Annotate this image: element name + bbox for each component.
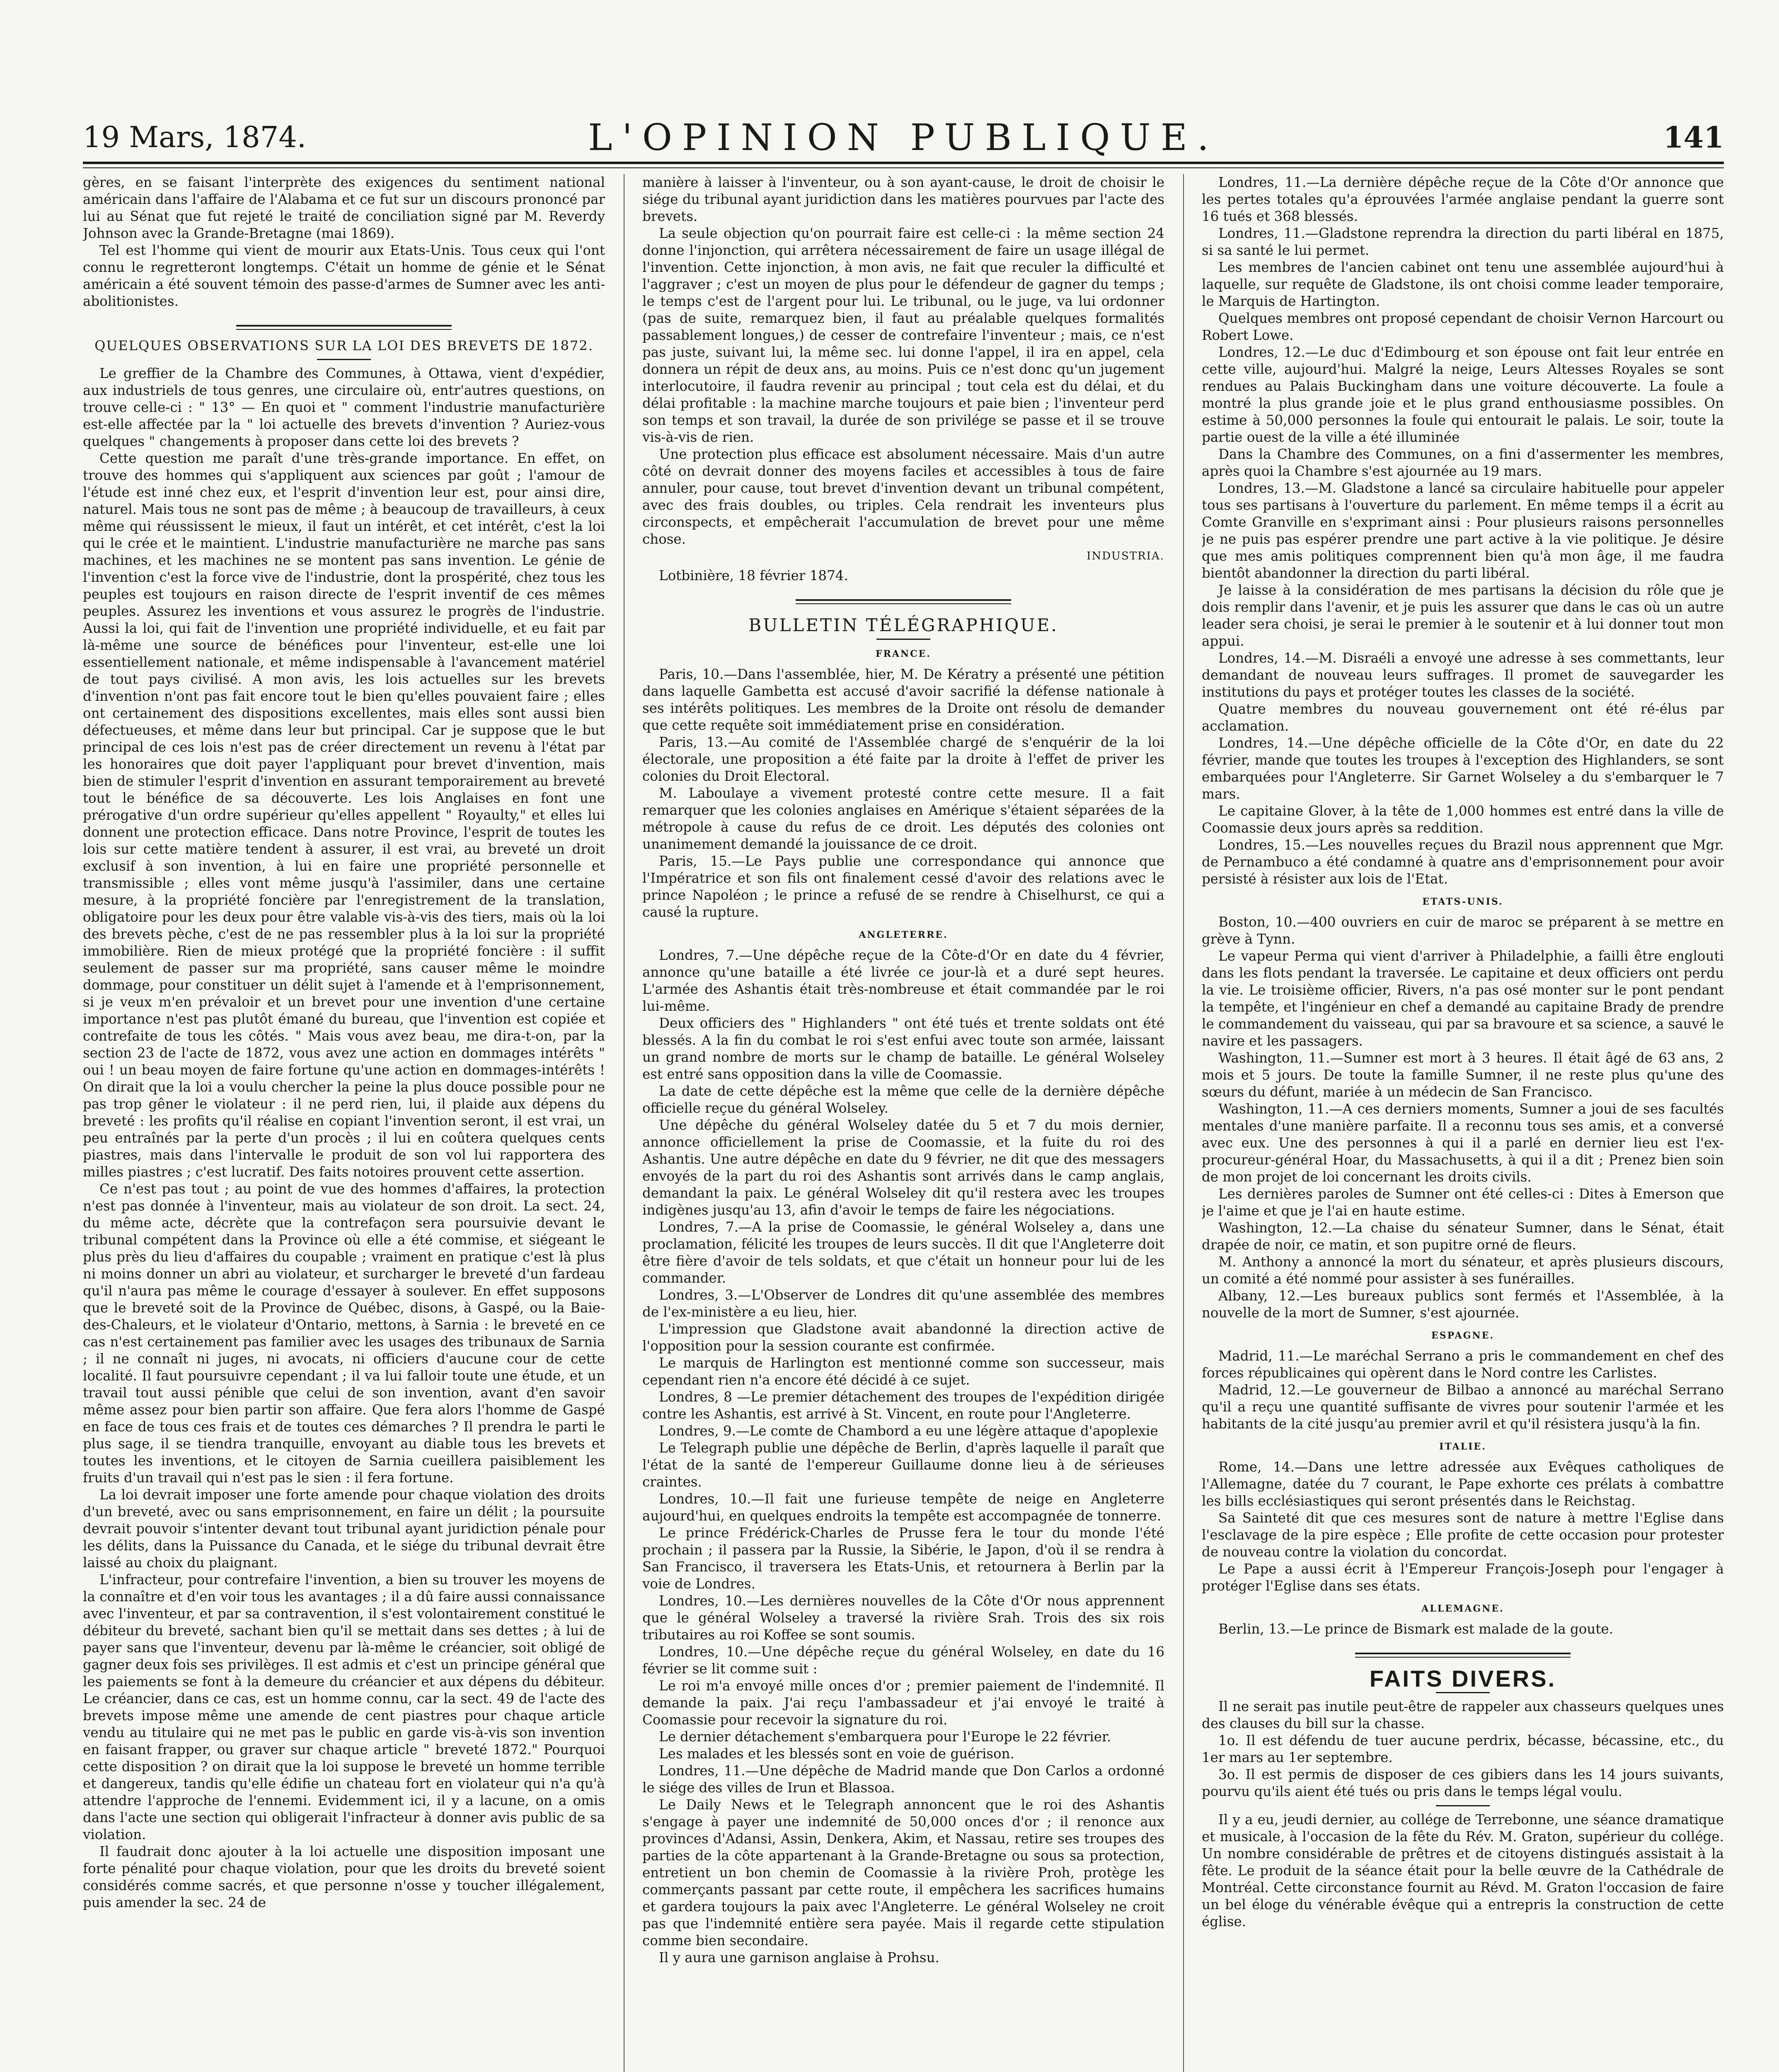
news-item: La date de cette dépêche est la même que celle de la dernière dépêche officielle reçue du général Wolseley. bbox=[642, 1083, 1164, 1116]
country-heading: ALLEMAGNE. bbox=[1421, 1603, 1504, 1614]
title-rule bbox=[317, 359, 371, 360]
news-item: Londres, 7.—Une dépêche reçue de la Côte-d'Or en date du 4 février, annonce qu'une bataille a été livrée ce jour-là et a duré sept heures. L'armée des Ashantis était très-nombreuse et était commandée par le roi lui-même. bbox=[642, 947, 1164, 1014]
paragraph: La seule objection qu'on pourrait faire est celle-ci : la même section 24 donne l'injonction, qui arrêtera nécessairement de faire un usage illégal de l'invention. Cette injonction, à mon avis, ne fait que reculer la difficulté et l'aggraver ; c'est un moyen de plus pour le défendeur de gagner du temps ; le temps c'est de l'argent pour lui. Le tribunal, ou le juge, va lui ordonner (pas de suite, remarquez bien, il faut au préalable quelques formalités passablement longues,) de cesser de contrefaire l'inventeur ; mais, ce n'est pas juste, suivant lui, la même sec. lui donne l'appel, il ira en appel, cela donnera un répit de deux ans, au moins. Puis ce n'est donc qu'un jugement interlocutoire, il faudra revenir au principal ; tout cela est du délai, et du délai profitable : la machine marche toujours et paie bien ; l'inventeur perd son temps et son travail, la durée de son privilége se passe et il se trouve vis-à-vis de rien. bbox=[642, 225, 1164, 445]
paragraph: Ce n'est pas tout ; au point de vue des hommes d'affaires, la protection n'est pas donnée à l'inventeur, mais au violateur de son droit. La sect. 24, du même acte, décrète que la contrefaçon sera poursuivie devant le tribunal compétent dans la Province où elle a été commise, et siégeant le plus près du lieu d'affaires du coupable ; vraiment en pratique c'est là plus ni moins donner un abri au violateur, et surcharger le breveté d'un fardeau qu'il n'aura pas même le courage d'essayer à soulever. En effet supposons que le breveté soit de la Province de Québec, disons, à Gaspé, ou la Baie-des-Chaleurs, et le violateur d'Ontario, mettons, à Sarnia : le breveté en ce cas n'est certainement pas familier avec les usages des tribunaux de Sarnia ; il ne connaît ni juges, ni avocats, ni officiers d'aucune cour de cette localité. Il faut poursuivre cependant ; il va lui falloir toute une étude, et un travail tout aussi pénible que celui de son invention, avant d'en savoir même assez pour bien partir son affaire. Que fera alors l'homme de Gaspé en face de tous ces frais et de toutes ces démarches ? Il prendra le parti le plus sage, il se tiendra tranquille, envoyant au diable tous les brevets et toutes les inventions, et le citoyen de Sarnia cueillera paisiblement les fruits d'un travail qui n'est pas le sien : il fera fortune. bbox=[83, 1181, 605, 1486]
news-item: Londres, 11.—La dernière dépêche reçue de la Côte d'Or annonce que les pertes totales qu'a éprouvées l'armée anglaise pendant la guerre sont 16 tués et 368 blessés. bbox=[1202, 174, 1724, 224]
news-item: Le prince Frédérick-Charles de Prusse fera le tour du monde l'été prochain ; il passera par la Russie, la Sibérie, le Japon, d'où il se rendra à San Francisco, il traversera les Etats-Unis, et retournera à Berlin par la voie de Londres. bbox=[642, 1525, 1164, 1592]
paragraph: L'infracteur, pour contrefaire l'invention, a bien su trouver les moyens de la connaître et d'en voir tous les avantages ; il a dû faire aussi connaissance avec l'inventeur, et par sa contravention, il s'est volontairement constitué le débiteur du breveté, sachant bien qu'il se mettait dans ses dettes ; à lui de payer sans que l'inventeur, devenu par là-même le créancier, soit obligé de gagner deux fois ses privilèges. Il est admis et c'est un principe général que les paiements se font à la demeure du créancier et aux dépens du débiteur. Le créancier, dans ce cas, est un homme connu, car la sect. 49 de l'acte des brevets impose même une amende de cent piastres pour chaque article vendu au titulaire qui ne met pas le public en garde vis-à-vis son invention en faisant frapper, ou graver sur chaque article " breveté 1872." Pourquoi cette disposition ? on dirait que la loi suppose le breveté un homme terrible et dangereux, tandis qu'elle édifie un chateau fort en violateur qui n'a qu'à attendre l'approche de l'ennemi. Evidemment ici, il y a lacune, on a omis dans l'acte une section qui obligerait l'infracteur à donner avis public de sa violation. bbox=[83, 1572, 605, 1842]
paragraph: Cette question me paraît d'une très-grande importance. En effet, on trouve des hommes qui s'appliquent aux sciences par goût ; l'amour de l'étude est inné chez eux, et l'esprit d'invention leur est, pour ainsi dire, naturel. Mais tous ne sont pas de même ; à beaucoup de travailleurs, à ceux même qui réussissent le mieux, il faut un intérêt, et cet intérêt, c'est la loi qui le crée et le maintient. L'industrie manufacturière ne marche pas sans machines, et les machines ne se montent pas sans invention. Le génie de l'invention c'est la force vive de l'industrie, dont la prospérité, chez tous les peuples est toujours en raison directe de l'esprit inventif de ces mêmes peuples. Assurez les inventions et vous assurez le progrès de l'industrie. Aussi la loi, qui fait de l'invention une propriété individuelle, et eu fait par là-même une source de bénéfices pour l'inventeur, est-elle une loi essentiellement nationale, et même indispensable à l'avancement matériel de tout pays civilisé. A mon avis, les lois actuelles sur les brevets d'invention n'ont pas fait encore tout le bien qu'elles pouvaient faire ; elles ont certainement des dispositions excellentes, mais elles sont aussi bien défectueuses, et même dans leur but principal. Car je suppose que le but principal de ces lois n'est pas de créer directement un revenu à l'état par les honoraires que doit payer l'appliquant pour brevet d'invention, mais bien de stimuler l'esprit d'invention en assurant temporairement au breveté tout le bénéfice de sa découverte. Les lois Anglaises en font une prérogative d'un ordre supérieur qu'elles appellent " Royaulty," et elles lui donnent une protection efficace. Dans notre Province, l'esprit de toutes les lois sur cette matière tendent à assurer, il est vrai, au breveté un droit exclusif à son invention, à lui en faire une propriété personnelle et transmissible ; elles vont même jusqu'à l'assimiler, dans une certaine mesure, à la propriété foncière par l'enregistrement de la translation, obligatoire pour les deux pour être valable vis-à-vis des tiers, mais où la loi des brevets pèche, c'est de ne pas ressembler plus à la loi sur la propriété immobilière. Rien de mieux protégé que la propriété foncière : il suffit seulement de passer sur ma propriété, sans causer même le moindre dommage, pour constituer un délit sujet à l'amende et à l'emprisonnement, si je veux m'en prévaloir et un brevet pour une invention d'une certaine importance n'est pas plutôt émané du bureau, que l'invention est copiée et contrefaite de tous les côtés. " Mais vous avez beau, me dira-t-on, par la section 23 de l'acte de 1872, vous avez une action en dommages intérêts " oui ! un beau moyen de faire fortune qu'une action en dommages-intérêts ! On dirait que la loi a voulu chercher la peine la plus douce possible pour ne pas trop gêner le violateur : il ne perd rien, lui, il plaide aux dépens du breveté : les profits qu'il réalise en copiant l'invention seront, il est vrai, un peu entraînés par la perte d'un procès ; il lui en coûtera quelques cents piastres, mais dans l'intervalle le produit de son vol lui rapportera des milles piastres ; c'est lucratif. Des faits notoires prouvent cette assertion. bbox=[83, 450, 605, 1180]
news-item: Une dépêche du général Wolseley datée du 5 et 7 du mois dernier, annonce officiellement la prise de Coomassie, et la fuite du roi des Ashantis. Une autre dépêche en date du 9 février, ne dit que des messagers envoyés de la part du roi des Ashantis sont arrivés dans le camp anglais, demandant la paix. Le général Wolseley dit qu'il restera avec les troupes indigènes jusqu'au 13, afin d'avoir le temps de faire les négociations. bbox=[642, 1117, 1164, 1218]
news-item: Sa Sainteté dit que ces mesures sont de nature à mettre l'Eglise dans l'esclavage de la pire espèce ; Elle profite de cette occasion pour protester de nouveau contre la violation du concordat. bbox=[1202, 1510, 1724, 1560]
column-1 bbox=[83, 174, 605, 2072]
news-item: Londres, 3.—L'Observer de Londres dit qu'une assemblée des membres de l'ex-ministère a eu lieu, hier. bbox=[642, 1287, 1164, 1320]
title-rule bbox=[1436, 1692, 1490, 1693]
paragraph: Il faudrait donc ajouter à la loi actuelle une disposition imposant une forte pénalité pour chaque violation, pour que les droits du breveté soient considérés comme sacrés, et que personne n'osse y toucher illégalement, puis amender la sec. 24 de bbox=[83, 1844, 605, 1910]
news-item: L'impression que Gladstone avait abandonné la direction active de l'opposition pour la session courante est confirmée. bbox=[642, 1321, 1164, 1354]
page-number: 141 bbox=[1663, 120, 1724, 155]
news-item: Washington, 11.—Sumner est mort à 3 heures. Il était âgé de 63 ans, 2 mois et 5 jours. De toute la famille Sumner, il ne reste plus qu'une des sœurs du défunt, mariée à un médecin de San Francisco. bbox=[1202, 1050, 1724, 1100]
paragraph: 3o. Il est permis de disposer de ces gibiers dans les 14 jours suivants, pourvu qu'ils aient été tués ou pris dans le temps légal voulu. bbox=[1202, 1767, 1724, 1799]
news-item: Les dernières paroles de Sumner ont été celles-ci : Dites à Emerson que je l'aime et que je l'ai en haute estime. bbox=[1202, 1186, 1724, 1219]
bulletin-title: BULLETIN TÉLÉGRAPHIQUE. bbox=[748, 615, 1058, 635]
news-item: Washington, 11.—A ces derniers moments, Sumner a joui de ses facultés mentales d'une manière parfaite. Il a reconnu tous ses amis, et a conversé avec eux. Une des personnes à qui il a parlé en dernier lieu est l'ex-procureur-général Hoar, du Massachusetts, à qui il a dit ; Prenez bien soin de mon projet de loi concernant les droits civils. bbox=[1202, 1101, 1724, 1185]
paragraph: Il ne serait pas inutile peut-être de rappeler aux chasseurs quelques unes des clauses du bill sur la chasse. bbox=[1202, 1699, 1724, 1731]
news-item: Londres, 10.—Il fait une furieuse tempête de neige en Angleterre aujourd'hui, en quelques endroits la tempête est accompagnée de tonnerre. bbox=[642, 1491, 1164, 1524]
news-item: Albany, 12.—Les bureaux publics sont fermés et l'Assemblée, à la nouvelle de la mort de Sumner, s'est ajournée. bbox=[1202, 1288, 1724, 1321]
news-item: Paris, 15.—Le Pays publie une correspondance qui annonce que l'Impératrice et son fils ont finalement cessé d'avoir des relations avec le prince Napoléon ; le prince a refusé de se rendre à Chiselhurst, ce qui a causé la rupture. bbox=[642, 853, 1164, 920]
news-item: M. Anthony a annoncé la mort du sénateur, et après plusieurs discours, un comité a été nommé pour assister à ses funérailles. bbox=[1202, 1254, 1724, 1287]
news-item: Dans la Chambre des Communes, on a fini d'assermenter les membres, après quoi la Chambre s'est ajournée au 19 mars. bbox=[1202, 446, 1724, 479]
news-item: Deux officiers des " Highlanders " ont été tués et trente soldats ont été blessés. A la fin du combat le roi s'est enfui avec toute son armée, laissant un grand nombre de morts sur le champ de bataille. Le général Wolseley est entré sans opposition dans la ville de Coomassie. bbox=[642, 1015, 1164, 1082]
paragraph: manière à laisser à l'inventeur, ou à son ayant-cause, le droit de choisir le siége du tribunal ayant juridiction dans les matières pourvues par l'acte des brevets. bbox=[642, 174, 1164, 224]
news-item: Londres, 12.—Le duc d'Edimbourg et son épouse ont fait leur entrée en cette ville, aujourd'hui. Malgré la neige, Leurs Altesses Royales se sont rendues au Palais Buckingham dans une voiture découverte. La foule a montré la plus grande joie et le plus grand enthousiasme possibles. On estime à 50,000 personnes la foule qui entourait le palais. Le soir, toute la partie ouest de la ville a été illuminée bbox=[1202, 344, 1724, 445]
column-3 bbox=[1202, 174, 1724, 2072]
column-2 bbox=[642, 174, 1164, 2072]
masthead bbox=[83, 112, 1724, 157]
paragraph: Tel est l'homme qui vient de mourir aux Etats-Unis. Tous ceux qui l'ont connu le regretteront longtemps. C'était un homme de génie et le Sénat américain a été souvent témoin des passe-d'armes de Sumner avec les anti-abolitionistes. bbox=[83, 242, 605, 309]
news-item: Il y aura une garnison anglaise à Prohsu. bbox=[659, 1950, 939, 1965]
section-divider bbox=[796, 599, 1011, 604]
paragraph: Le greffier de la Chambre des Communes, à Ottawa, vient d'expédier, aux industriels de tous genres, une circulaire où, entr'autres questions, on trouve celle-ci : " 13° — En quoi et " comment l'industrie manufacturière est-elle affectée par la " loi actuelle des brevets d'invention ? Auriez-vous quelques " changements à proposer dans cette loi des brevets ? bbox=[83, 366, 605, 449]
country-heading: ITALIE. bbox=[1439, 1441, 1486, 1452]
news-item: Londres, 11.—Gladstone reprendra la direction du parti libéral en 1875, si sa santé le lui permet. bbox=[1202, 225, 1724, 258]
news-item: Rome, 14.—Dans une lettre adressée aux Evêques catholiques de l'Allemagne, datée du 7 courant, le Pape exhorte ces prélats à combattre les bills ecclésiastiques qui seront présentés dans le Reichstag. bbox=[1202, 1459, 1724, 1509]
news-item: Londres, 9.—Le comte de Chambord a eu une légère attaque d'apoplexie bbox=[659, 1423, 1158, 1439]
article-signature: INDUSTRIA. bbox=[1087, 550, 1164, 562]
news-item: Londres, 15.—Les nouvelles reçues du Brazil nous apprennent que Mgr. de Pernambuco a été condamné à quatre ans d'emprisonnement pour avoir persisté à résister aux lois de l'Etat. bbox=[1202, 837, 1724, 887]
paragraph: La loi devrait imposer une forte amende pour chaque violation des droits d'un breveté, avec ou sans emprisonnement, en faire un délit ; la poursuite devrait pouvoir s'intenter devant tout tribunal ayant juridiction pénale pour les délits, dans la Puissance du Canada, et le siége du tribunal devrait être laissé au choix du plaignant. bbox=[83, 1487, 605, 1571]
news-item: Londres, 10.—Une dépêche reçue du général Wolseley, en date du 16 février se lit comme suit : bbox=[642, 1644, 1164, 1677]
paragraph: gères, en se faisant l'interprète des exigences du sentiment national américain dans l'affaire de l'Alabama et ce fut sur un discours prononcé par lui au Sénat que fut rejeté le traité de conciliation signé par M. Reverdy Johnson avec la Grande-Bretagne (mai 1869). bbox=[83, 174, 605, 241]
news-item: Quelques membres ont proposé cependant de choisir Vernon Harcourt ou Robert Lowe. bbox=[1202, 310, 1724, 343]
news-item: Londres, 10.—Les dernières nouvelles de la Côte d'Or nous apprennent que le général Wolseley a traversé la rivière Srah. Trois des six rois tributaires au roi Koffee se sont soumis. bbox=[642, 1593, 1164, 1643]
header-rule bbox=[83, 162, 1724, 164]
news-item: Washington, 12.—La chaise du sénateur Sumner, dans le Sénat, était drapée de noir, ce matin, et son pupitre orné de fleurs. bbox=[1202, 1220, 1724, 1253]
news-item: Berlin, 13.—Le prince de Bismark est malade de la goute. bbox=[1218, 1621, 1613, 1637]
news-item: Londres, 14.—M. Disraéli a envoyé une adresse à ses commettants, leur demandant de nouveau leurs suffrages. Il promet de sauvegarder les institutions du pays et protéger toutes les classes de la société. bbox=[1202, 650, 1724, 700]
news-item: Londres, 14.—Une dépêche officielle de la Côte d'Or, en date du 22 février, mande que toutes les troupes à l'exception des Highlanders, se sont embarquées pour l'Angleterre. Sir Garnet Wolseley a du s'embarquer le 7 mars. bbox=[1202, 735, 1724, 802]
news-item: Je laisse à la considération de mes partisans la décision du rôle que je dois remplir dans l'avenir, et je puis les assurer que dans le cas où un autre leader sera choisi, je serai le premier à le soutenir et à lui donner tout mon appui. bbox=[1202, 582, 1724, 649]
section-divider bbox=[236, 325, 452, 330]
paragraph: 1o. Il est défendu de tuer aucune perdrix, bécasse, bécassine, etc., du 1er mars au 1er septembre. bbox=[1202, 1733, 1724, 1765]
paragraph: Il y a eu, jeudi dernier, au collége de Terrebonne, une séance dramatique et musicale, à l'occasion de la fête du Rév. M. Graton, supérieur du collége. Un nombre considérable de prêtres et de citoyens distingués assistait à la fête. Le produit de la séance était pour la belle œuvre de la Cathédrale de Montréal. Cette circonstance fournit au Révd. M. Graton l'occasion de faire un bel éloge du vénérable évêque qui a entrepris la construction de cette église. bbox=[1202, 1812, 1724, 1929]
news-item: Madrid, 11.—Le maréchal Serrano a pris le commandement en chef des forces républicaines qui opèrent dans le Nord contre les Carlistes. bbox=[1202, 1348, 1724, 1381]
news-item: Londres, 8 —Le premier détachement des troupes de l'expédition dirigée contre les Ashantis, est arrivé à St. Vincent, en route pour l'Angleterre. bbox=[642, 1389, 1164, 1422]
country-heading: ESPAGNE. bbox=[1431, 1330, 1494, 1341]
news-item: Le Telegraph publie une dépêche de Berlin, d'après laquelle il paraît que l'état de la santé de l'empereur Guillaume donne lieu à de sérieuses craintes. bbox=[642, 1440, 1164, 1490]
country-heading: FRANCE. bbox=[875, 649, 932, 659]
place-date: Lotbinière, 18 février 1874. bbox=[659, 568, 848, 583]
news-item: Paris, 10.—Dans l'assemblée, hier, M. De Kératry a présenté une pétition dans laquelle Gambetta est accusé d'avoir sacrifié la défense nationale à ses intérêts politiques. Les membres de la Droite ont résolu de demander que cette requête soit immédiatement prise en considération. bbox=[642, 666, 1164, 733]
news-item: Les malades et les blessés sont en voie de guérison. bbox=[659, 1746, 1014, 1762]
column-divider bbox=[1183, 174, 1184, 2072]
newspaper-page bbox=[83, 112, 1724, 2072]
news-item: Le Daily News et le Telegraph annoncent que le roi des Ashantis s'engage à payer une indemnité de 50,000 onces d'or ; il renonce aux provinces d'Adansi, Assin, Denkera, Akim, et Nassau, retire ses troupes des parties de la côte appartenant à la Grande-Bretagne ou sous sa protection, entretient un bon chemin de Coomassie à la rivière Proh, protège les commerçants passant par cette route, il empêchera les sacrifices humains et gardera toujours la paix avec l'Angleterre. Le général Wolseley ne croit pas que l'indemnité entière sera payée. Mais il regarde cette stipulation comme bien secondaire. bbox=[642, 1797, 1164, 1949]
news-item: Le roi m'a envoyé mille onces d'or ; premier paiement de l'indemnité. Il demande la paix. J'ai reçu l'ambassadeur et j'ai envoyé le traité à Coomassie pour recevoir la signature du roi. bbox=[642, 1678, 1164, 1728]
news-item: Le dernier détachement s'embarquera pour l'Europe le 22 février. bbox=[659, 1729, 1111, 1745]
news-item: Le Pape a aussi écrit à l'Empereur François-Joseph pour l'engager à protéger l'Eglise dans ses états. bbox=[1202, 1561, 1724, 1594]
news-item: Londres, 7.—A la prise de Coomassie, le général Wolseley a, dans une proclamation, félicité les troupes de leurs succès. Il dit que l'Angleterre doit être fière d'avoir de tels soldats, et que c'était un honneur pour lui de les commander. bbox=[642, 1219, 1164, 1286]
news-item: Le marquis de Harlington est mentionné comme son successeur, mais cependant rien n'a encore été décidé à ce sujet. bbox=[642, 1355, 1164, 1388]
news-item: Boston, 10.—400 ouvriers en cuir de maroc se préparent à se mettre en grève à Tynn. bbox=[1202, 914, 1724, 947]
country-heading: ETATS-UNIS. bbox=[1422, 896, 1503, 907]
news-item: Londres, 11.—Une dépêche de Madrid mande que Don Carlos a ordonné le siége des villes de Irun et Blassoa. bbox=[642, 1763, 1164, 1796]
article-title: QUELQUES OBSERVATIONS SUR LA LOI DES BREVETS DE 1872. bbox=[94, 338, 593, 353]
section-divider bbox=[1355, 1653, 1571, 1658]
news-item: Madrid, 12.—Le gouverneur de Bilbao a annoncé au maréchal Serrano qu'il a reçu une quantité suffisante de vivres pour soutenir l'armée et les habitants de la cité jusqu'au premier avril et qu'il résistera jusqu'à la fin. bbox=[1202, 1382, 1724, 1432]
news-item: Les membres de l'ancien cabinet ont tenu une assemblée aujourd'hui à laquelle, sur requête de Gladstone, ils ont choisi comme leader temporaire, le Marquis de Hartington. bbox=[1202, 259, 1724, 309]
title-rule bbox=[876, 639, 930, 640]
item-rule bbox=[1436, 1805, 1490, 1806]
header-rule-thin bbox=[83, 167, 1724, 168]
paragraph: Une protection plus efficace est absolument nécessaire. Mais d'un autre côté on devrait donner des moyens faciles et accessibles à tous de faire annuler, pour cause, tout brevet d'invention devant un tribunal compétent, avec des frais doubles, ou triples. Cela rendrait les inventeurs plus circonspects, et empêcherait l'accumulation de brevet pour une même chose. bbox=[642, 446, 1164, 547]
country-heading: ANGLETERRE. bbox=[859, 929, 948, 940]
issue-date: 19 Mars, 1874. bbox=[83, 120, 307, 154]
newspaper-title: L'OPINION PUBLIQUE. bbox=[588, 116, 1219, 159]
news-item: Quatre membres du nouveau gouvernement ont été ré-élus par acclamation. bbox=[1202, 701, 1724, 734]
news-item: Paris, 13.—Au comité de l'Assemblée chargé de s'enquérir de la loi électorale, une proposition a été faite par la droite à l'effet de priver les colonies du Droit Electoral. bbox=[642, 734, 1164, 784]
news-item: Le vapeur Perma qui vient d'arriver à Philadelphie, a failli être englouti dans les flots pendant la traversée. Le capitaine et deux officiers ont perdu la vie. Le troisième officier, Rivers, n'a pas osé monter sur le pont pendant la tempête, et l'ingénieur en chef a demandé au capitaine Brady de prendre le commandement du vaisseau, qui par sa bravoure et sa science, a sauvé le navire et les passagers. bbox=[1202, 948, 1724, 1049]
news-item: M. Laboulaye a vivement protesté contre cette mesure. Il a fait remarquer que les colonies anglaises en Amérique s'étaient séparées de la métropole à cause du refus de ce droit. Les députés des colonies ont unanimement demandé la jouissance de ce droit. bbox=[642, 785, 1164, 852]
news-item: Londres, 13.—M. Gladstone a lancé sa circulaire habituelle pour appeler tous ses partisans à l'ouverture du parlement. En même temps il a écrit au Comte Granville en s'exprimant ainsi : Pour plusieurs raisons personnelles je ne puis pas espérer prendre une part active à la vie politique. Je désire que mes amis politiques comprennent bien qu'à mon âge, il me faudra bientôt abandonner la direction du parti libéral. bbox=[1202, 480, 1724, 581]
news-item: Le capitaine Glover, à la tête de 1,000 hommes est entré dans la ville de Coomassie deux jours après sa reddition. bbox=[1202, 803, 1724, 836]
faits-divers-title: FAITS DIVERS. bbox=[1369, 1665, 1556, 1692]
